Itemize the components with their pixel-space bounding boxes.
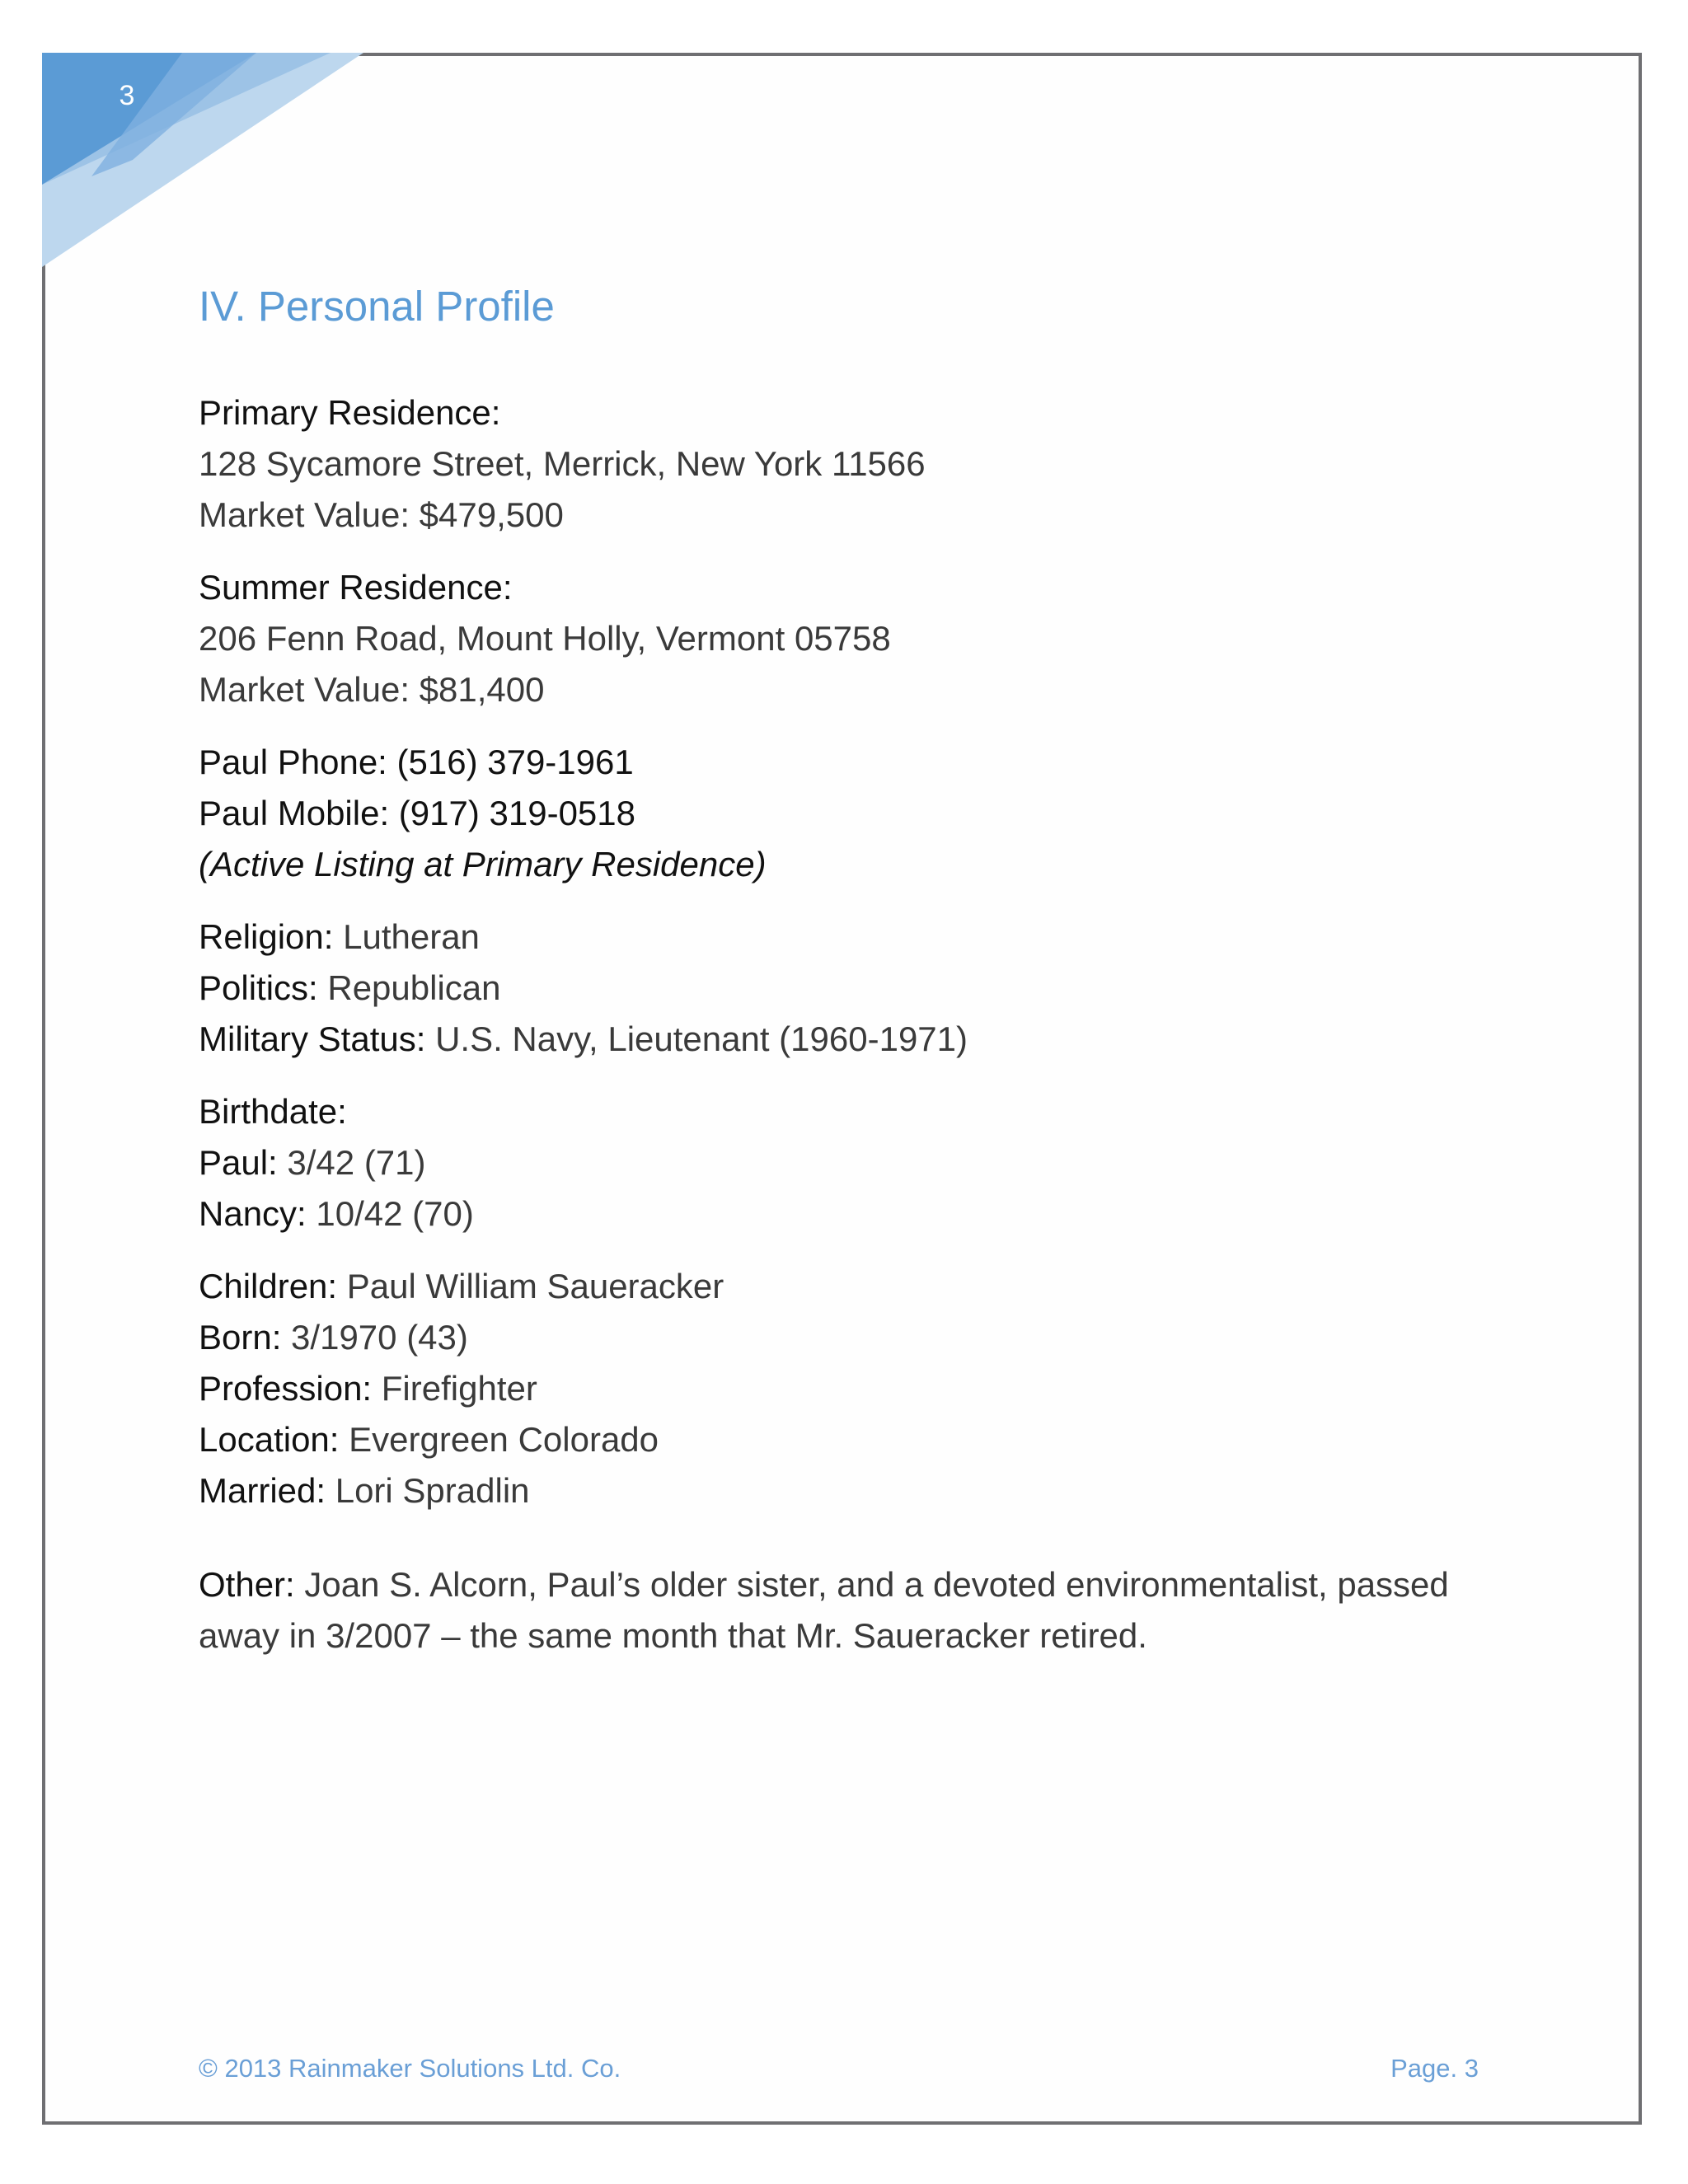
location-label: Location: (199, 1420, 340, 1459)
paul-birthdate-label: Paul: (199, 1143, 278, 1182)
married-row (199, 1465, 1517, 1516)
footer-copyright: © 2013 Rainmaker Solutions Ltd. Co. (199, 2054, 621, 2083)
profession-label: Profession: (199, 1369, 373, 1408)
religion-row (199, 912, 1517, 963)
primary-residence-label: Primary Residence: (199, 393, 501, 432)
nancy-birthdate-row (199, 1188, 1517, 1240)
summer-residence-label: Summer Residence: (199, 568, 513, 607)
nancy-birthdate-label: Nancy: (199, 1194, 307, 1233)
primary-residence-market-value: Market Value: $479,500 (199, 495, 564, 534)
active-listing-note: (Active Listing at Primary Residence) (199, 845, 767, 883)
religion-label: Religion: (199, 917, 334, 956)
married-label: Married: (199, 1471, 326, 1510)
profession-value: Firefighter (372, 1369, 537, 1408)
politics-row (199, 963, 1517, 1014)
profession-row (199, 1363, 1517, 1414)
paul-birthdate-row (199, 1137, 1517, 1188)
other-value: Joan S. Alcorn, Paul’s older sister, and a devoted environmentalist, passed away in 3/2007 – the same month that Mr. Saueracker retired. (199, 1565, 1449, 1655)
other-paragraph (199, 1559, 1517, 1661)
footer-page-number: Page. 3 (1390, 2054, 1479, 2083)
location-row (199, 1414, 1517, 1465)
corner-page-number: 3 (119, 80, 135, 111)
profile-content (199, 387, 1517, 1661)
other-label: Other: (199, 1565, 295, 1604)
paul-phone: Paul Phone: (516) 379-1961 (199, 743, 634, 781)
paul-birthdate-value: 3/42 (71) (277, 1143, 426, 1182)
primary-residence-address: 128 Sycamore Street, Merrick, New York 11566 (199, 444, 926, 483)
military-label: Military Status: (199, 1019, 426, 1058)
summer-residence-address: 206 Fenn Road, Mount Holly, Vermont 05758 (199, 619, 891, 658)
born-value: 3/1970 (43) (281, 1318, 468, 1357)
summer-residence-market-value: Market Value: $81,400 (199, 670, 545, 709)
location-value: Evergreen Colorado (339, 1420, 659, 1459)
born-row (199, 1312, 1517, 1363)
nancy-birthdate-value: 10/42 (70) (306, 1194, 474, 1233)
corner-decoration (42, 53, 388, 275)
religion-value: Lutheran (333, 917, 480, 956)
politics-label: Politics: (199, 968, 318, 1007)
military-row (199, 1014, 1517, 1065)
children-label: Children: (199, 1267, 338, 1305)
section-title: IV. Personal Profile (199, 283, 555, 330)
married-value: Lori Spradlin (326, 1471, 530, 1510)
military-value: U.S. Navy, Lieutenant (1960-1971) (425, 1019, 968, 1058)
children-row (199, 1261, 1517, 1312)
birthdate-label: Birthdate: (199, 1092, 347, 1131)
paul-mobile: Paul Mobile: (917) 319-0518 (199, 794, 636, 832)
born-label: Born: (199, 1318, 282, 1357)
children-value: Paul William Saueracker (337, 1267, 724, 1305)
politics-value: Republican (317, 968, 501, 1007)
